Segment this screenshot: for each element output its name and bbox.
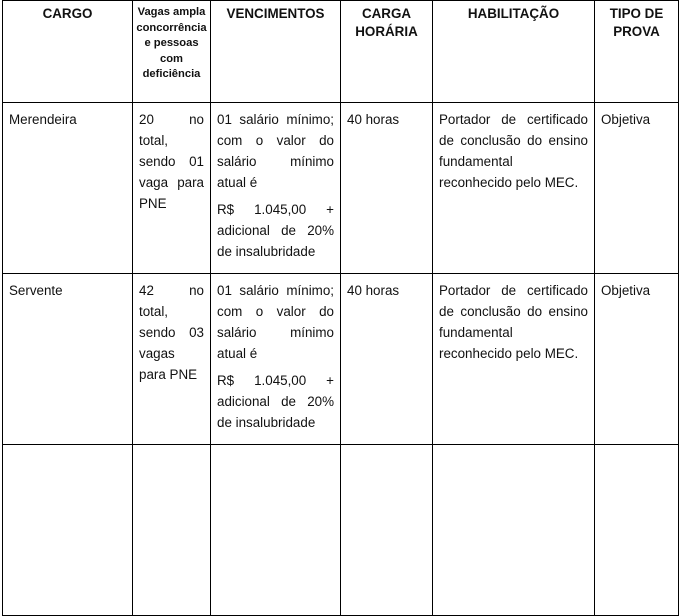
header-habilitacao: HABILITAÇÃO — [433, 1, 595, 103]
cell-cargo: Servente — [3, 274, 133, 445]
empty-cell — [595, 445, 679, 616]
table-row — [3, 103, 679, 274]
header-carga-horaria: CARGA HORÁRIA — [341, 1, 433, 103]
table-header-row — [3, 1, 679, 103]
cell-habilitacao: Portador de certificado de conclusão do ensino fundamental reconhecido pelo MEC. — [433, 274, 595, 445]
header-tipo-prova: TIPO DE PROVA — [595, 1, 679, 103]
table-row — [3, 274, 679, 445]
header-vagas: Vagas ampla concorrência e pessoas com deficiência — [133, 1, 211, 103]
empty-cell — [341, 445, 433, 616]
cell-vagas: 42 no total, sendo 03 vagas para PNE — [133, 274, 211, 445]
cell-vagas: 20 no total, sendo 01 vaga para PNE — [133, 103, 211, 274]
empty-cell — [3, 445, 133, 616]
vacancies-table — [2, 0, 679, 616]
cell-tipo-prova: Objetiva — [595, 103, 679, 274]
table-row-empty — [3, 445, 679, 616]
cell-cargo: Merendeira — [3, 103, 133, 274]
empty-cell — [133, 445, 211, 616]
cell-habilitacao: Portador de certificado de conclusão do ensino fundamental reconhecido pelo MEC. — [433, 103, 595, 274]
cell-carga-horaria: 40 horas — [341, 103, 433, 274]
vencimentos-text: 01 salário mínimo; com o valor do salário mínimo atual é — [217, 112, 334, 190]
header-vencimentos: VENCIMENTOS — [211, 1, 341, 103]
cell-carga-horaria: 40 horas — [341, 274, 433, 445]
empty-cell — [211, 445, 341, 616]
vencimentos-text: 01 salário mínimo; com o valor do salário mínimo atual é — [217, 283, 334, 361]
header-cargo: CARGO — [3, 1, 133, 103]
empty-cell — [433, 445, 595, 616]
vencimentos-value: R$ 1.045,00 + adicional de 20% de insalubridade — [217, 202, 334, 259]
cell-vencimentos — [211, 103, 341, 274]
cell-vencimentos — [211, 274, 341, 445]
cell-tipo-prova: Objetiva — [595, 274, 679, 445]
vencimentos-value: R$ 1.045,00 + adicional de 20% de insalubridade — [217, 373, 334, 430]
